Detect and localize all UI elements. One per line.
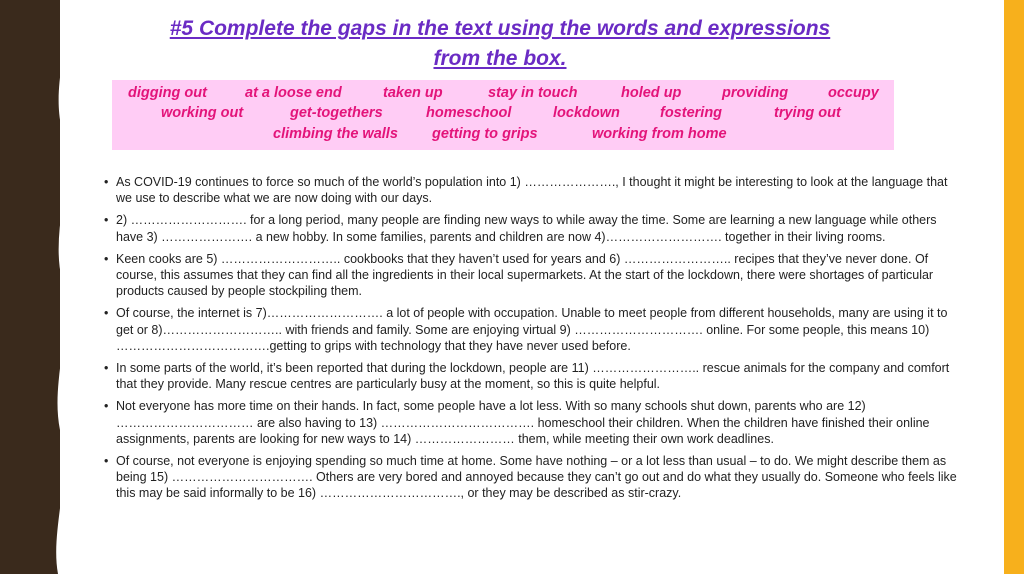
paragraph-2: • 2) ………………………. for a long period, many people are finding new ways to while away the time. Some are learning a new language while others have 3) …………………. a new hobby. In some families, parents and children are now 4)………………………. together in their living rooms.	[104, 212, 964, 244]
word-box-item: working from home	[592, 126, 727, 142]
word-box-item: holed up	[621, 85, 682, 101]
word-box-item: lockdown	[553, 105, 620, 121]
word-box-item: providing	[722, 85, 789, 101]
word-box-item: fostering	[660, 105, 723, 121]
word-box-item: taken up	[383, 85, 443, 101]
paragraph-5: • In some parts of the world, it’s been reported that during the lockdown, people are 11) …………………….. rescue animals for the company and comfort that they provide. Many rescue centres are particularly busy at the moment, so this is quite helpful.	[104, 360, 964, 392]
word-box-item: digging out	[128, 85, 207, 101]
word-box	[112, 80, 894, 150]
paragraph-4: • Of course, the internet is 7)………………………. a lot of people with occupation. Unable to meet people from different households, many are using it to get or 8)……………………….. with friends and family. Some are enjoying virtual 9) …………………………. online. For some people, this means 10) ……………………………….getting to grips with technology that they have never used before.	[104, 305, 964, 354]
word-box-item: at a loose end	[245, 85, 342, 101]
paragraph-6: • Not everyone has more time on their hands. In fact, some people have a lot less. With so many schools shut down, parents who are 12) …………………………… are also having to 13) ………………………………. homeschool their children. When the children have finished their online assignments, parents are looking for new ways to 14) …………………… them, while meeting their own work deadlines.	[104, 398, 964, 447]
right-accent-bar	[1004, 0, 1024, 574]
word-box-item: homeschool	[426, 105, 512, 121]
word-box-item: occupy	[828, 85, 879, 101]
word-box-item: trying out	[774, 105, 841, 121]
title-line-2: from the box.	[433, 47, 567, 70]
word-box-item: getting to grips	[432, 126, 538, 142]
slide	[60, 0, 1000, 574]
paragraph-3: • Keen cooks are 5) ……………………….. cookbooks that they haven’t used for years and 6) …………………….. recipes that they’ve never done. Of course, this assumes that they can find all the ingredients in their local supermarkets. At the start of the lockdown, there were shortages of particular products caused by people stockpiling them.	[104, 251, 964, 300]
word-box-item: climbing the walls	[273, 126, 398, 142]
word-box-item: stay in touch	[488, 85, 578, 101]
page-title	[160, 14, 840, 74]
word-box-item: working out	[161, 105, 244, 121]
paragraph-1: • As COVID-19 continues to force so much of the world’s population into 1) …………………., I thought it might be interesting to look at the language that we use to describe what we are now doing with our days.	[104, 174, 964, 206]
title-line-1: #5 Complete the gaps in the text using the words and expressions	[169, 17, 831, 40]
exercise-text	[104, 174, 964, 508]
word-box-item: get-togethers	[290, 105, 383, 121]
paragraph-7: • Of course, not everyone is enjoying spending so much time at home. Some have nothing – or a lot less than usual – to do. We might describe them as being 15) ……………………………. Others are very bored and annoyed because they can’t go out and do what they usually do. Someone who feels like this may be said informally to be 16) ……………………………., or they may be described as stir-crazy.	[104, 453, 964, 502]
